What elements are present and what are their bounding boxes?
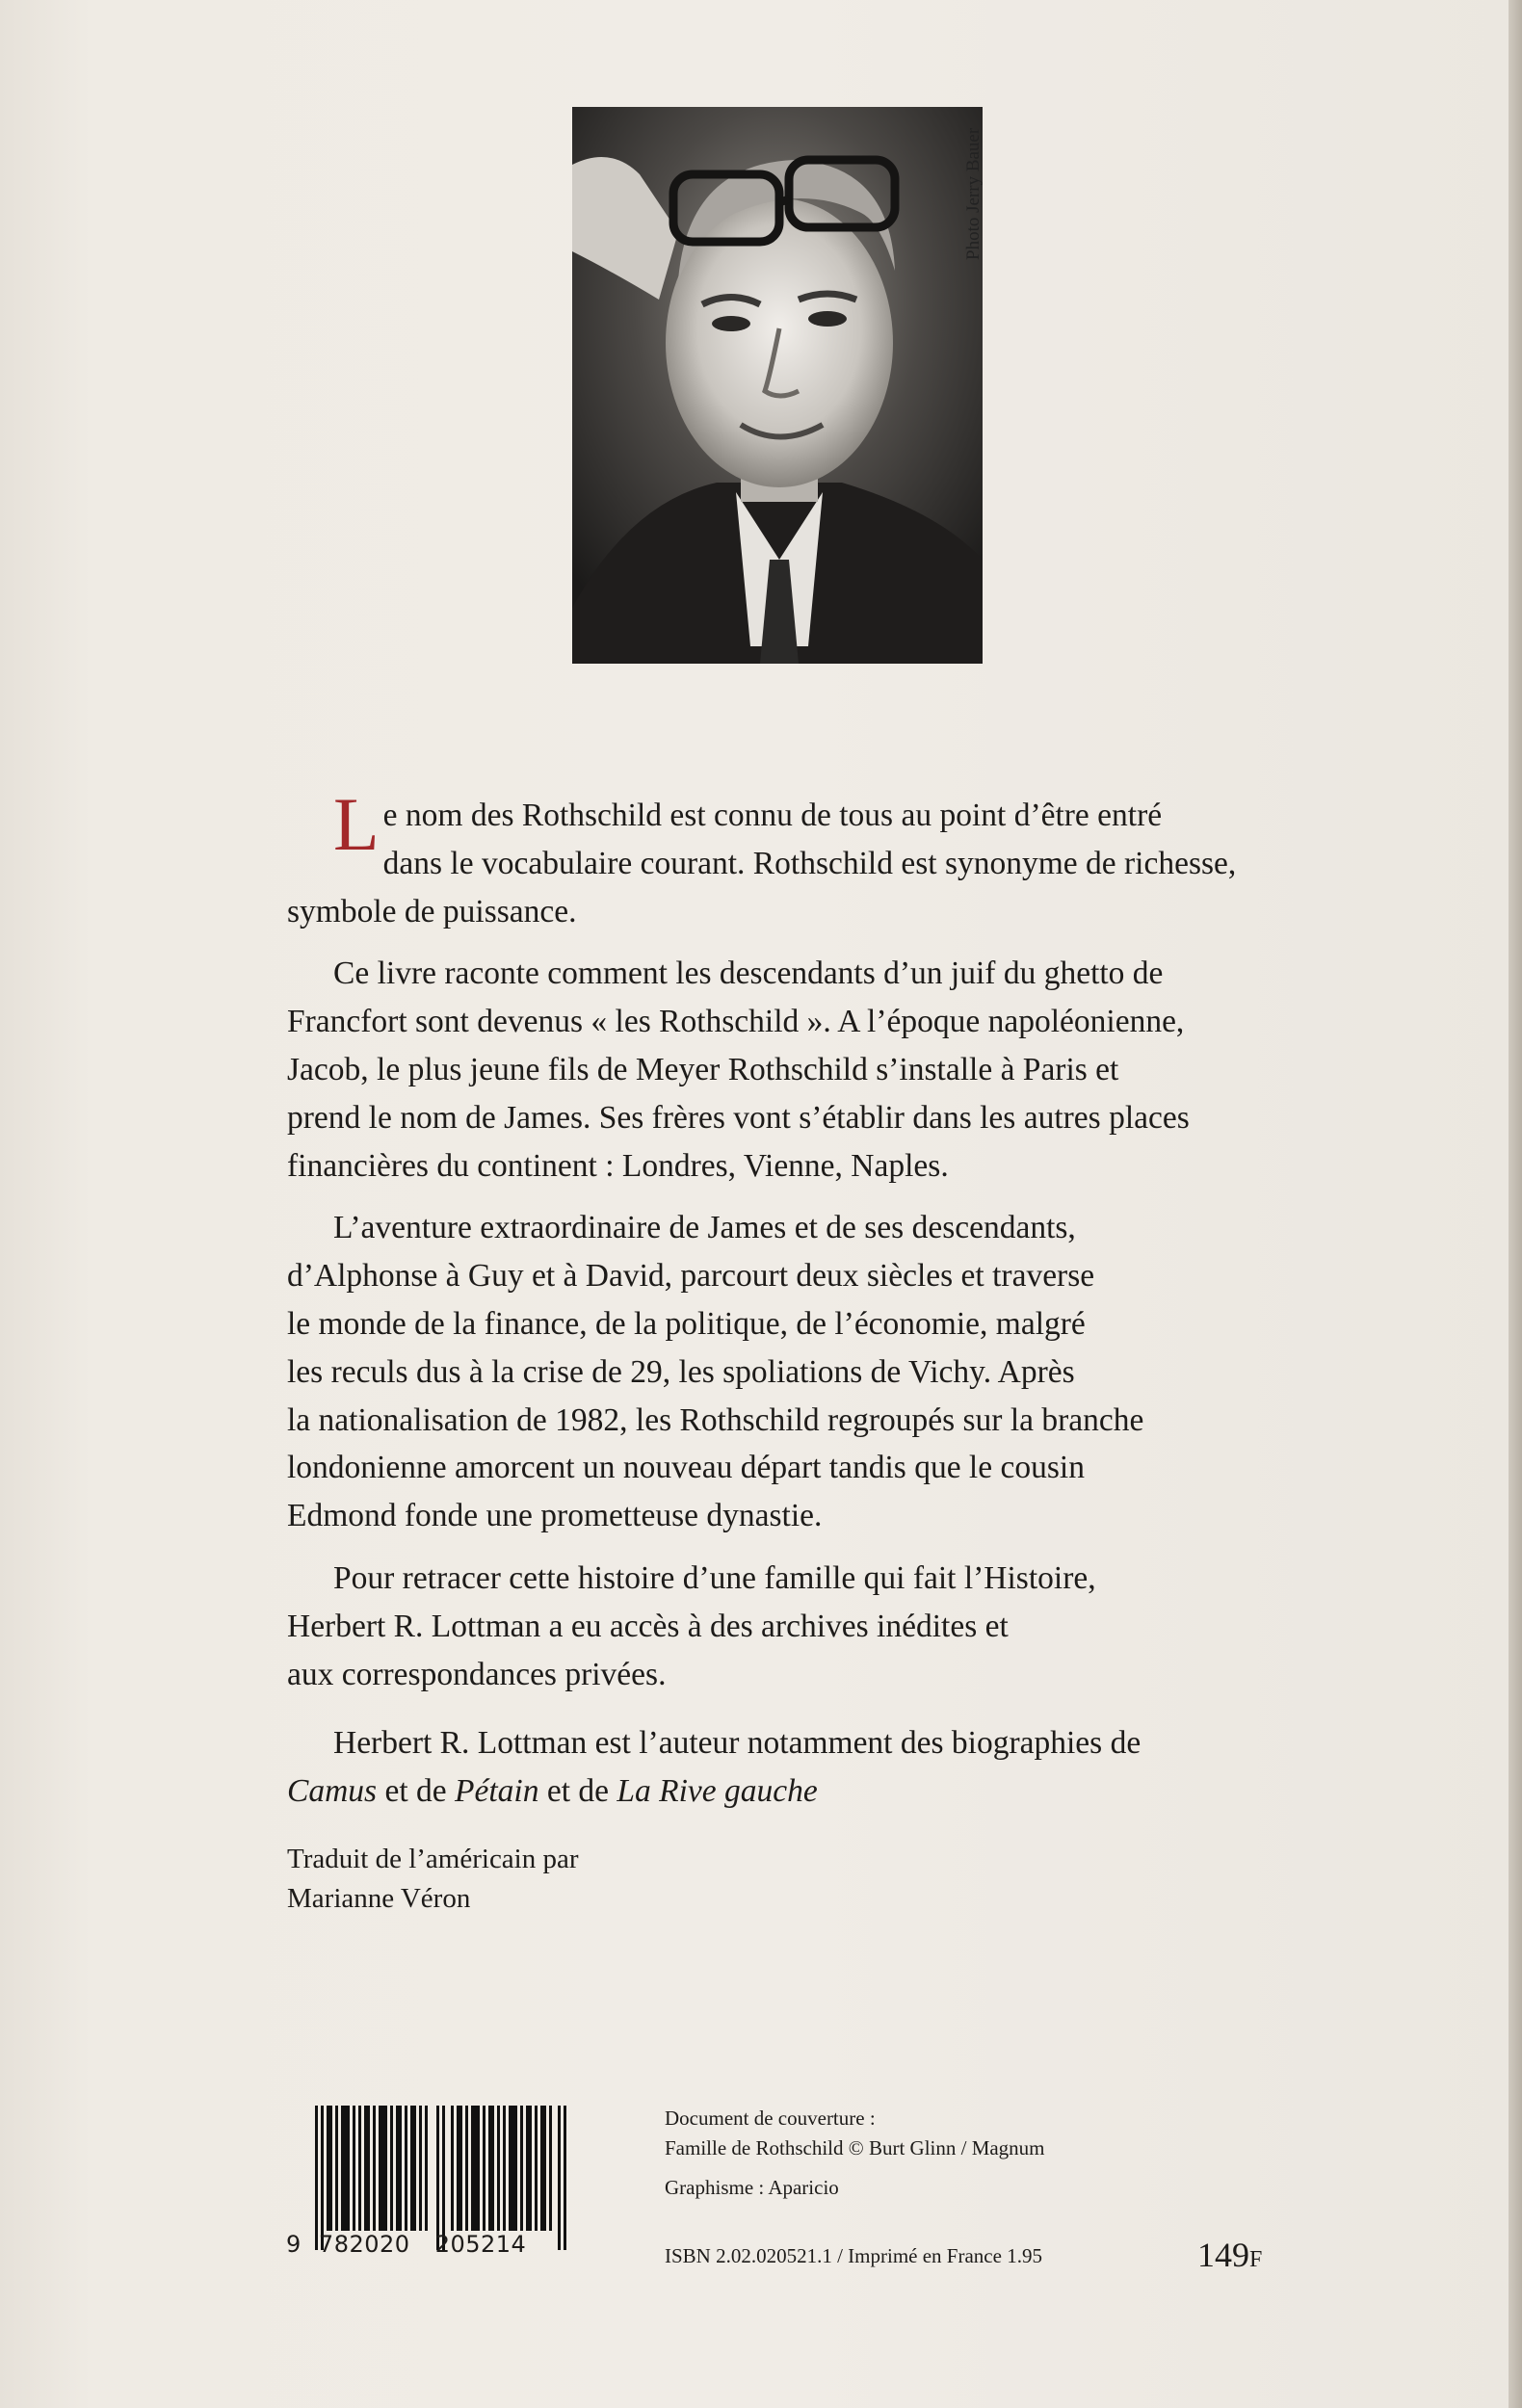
description-line: les reculs dus à la crise de 29, les spoliations de Vichy. Après	[287, 1353, 1075, 1390]
cover-credits	[665, 2104, 1045, 2203]
description-line: Francfort sont devenus « les Rothschild ». A l’époque napoléonienne,	[287, 1004, 1185, 1040]
design-credit: Graphisme : Aparicio	[665, 2176, 839, 2199]
cover-document-label: Document de couverture :	[665, 2107, 876, 2130]
description-line: londonienne amorcent un nouveau départ tandis que le cousin	[287, 1450, 1085, 1486]
description-paragraph-1	[287, 782, 1376, 935]
translator-line: Traduit de l’américain par	[287, 1844, 579, 1874]
translator-credit	[287, 1840, 579, 1919]
barcode-digits	[286, 2231, 585, 2258]
translator-name: Marianne Véron	[287, 1883, 471, 1914]
book-title: La Rive gauche	[617, 1772, 818, 1809]
description-line: dans le vocabulaire courant. Rothschild est synonyme de richesse,	[382, 845, 1237, 881]
author-note	[287, 1719, 1376, 1816]
price	[1197, 2235, 1262, 2275]
price-currency: F	[1249, 2247, 1263, 2272]
barcode-first-digit: 9	[286, 2231, 302, 2258]
connector-text: et de	[538, 1772, 617, 1809]
description-line: L’aventure extraordinaire de James et de ses descendants,	[333, 1210, 1076, 1246]
book-description	[287, 782, 1376, 1698]
description-line: prend le nom de James. Ses frères vont s’établir dans les autres places	[287, 1099, 1190, 1136]
photo-credit: Photo Jerry Bauer	[963, 127, 984, 260]
description-line: la nationalisation de 1982, les Rothschild regroupés sur la branche	[287, 1401, 1144, 1438]
author-note-books	[287, 1767, 1376, 1816]
description-line: Pour retracer cette histoire d’une famille qui fait l’Histoire,	[333, 1559, 1096, 1596]
description-line: Ce livre raconte comment les descendants d’un juif du ghetto de	[333, 955, 1164, 992]
description-line: symbole de puissance.	[287, 893, 577, 929]
barcode-bars	[315, 2106, 575, 2250]
drop-cap: L	[333, 782, 380, 866]
description-paragraph-3	[287, 1204, 1376, 1540]
description-line: Edmond fonde une prometteuse dynastie.	[287, 1498, 823, 1534]
book-title: Pétain	[455, 1772, 539, 1809]
price-amount: 149	[1197, 2236, 1249, 2274]
author-photo	[572, 107, 983, 664]
description-line: e nom des Rothschild est connu de tous au point d’être entré	[382, 798, 1163, 833]
isbn-line: ISBN 2.02.020521.1 / Imprimé en France 1.95	[665, 2244, 1042, 2267]
cover-edge	[1509, 0, 1522, 2408]
barcode-right-group: 205214	[434, 2231, 527, 2258]
description-line: d’Alphonse à Guy et à David, parcourt deux siècles et traverse	[287, 1258, 1095, 1295]
description-line: Herbert R. Lottman a eu accès à des archives inédites et	[287, 1608, 1009, 1644]
description-line: aux correspondances privées.	[287, 1656, 667, 1692]
description-line: le monde de la finance, de la politique, de l’économie, malgré	[287, 1305, 1086, 1342]
description-paragraph-2	[287, 950, 1376, 1190]
author-note-line: Herbert R. Lottman est l’auteur notamment des biographies de	[333, 1725, 1142, 1761]
portrait-illustration	[572, 107, 983, 664]
description-line: financières du continent : Londres, Vienne, Naples.	[287, 1147, 949, 1184]
barcode-left-group: 782020	[318, 2231, 410, 2258]
connector-text: et de	[377, 1772, 455, 1809]
description-line: Jacob, le plus jeune fils de Meyer Rothschild s’installe à Paris et	[287, 1051, 1119, 1087]
barcode	[286, 2106, 578, 2269]
description-paragraph-4	[287, 1555, 1376, 1698]
book-title: Camus	[287, 1772, 378, 1809]
cover-document-value: Famille de Rothschild © Burt Glinn / Magnum	[665, 2136, 1045, 2159]
